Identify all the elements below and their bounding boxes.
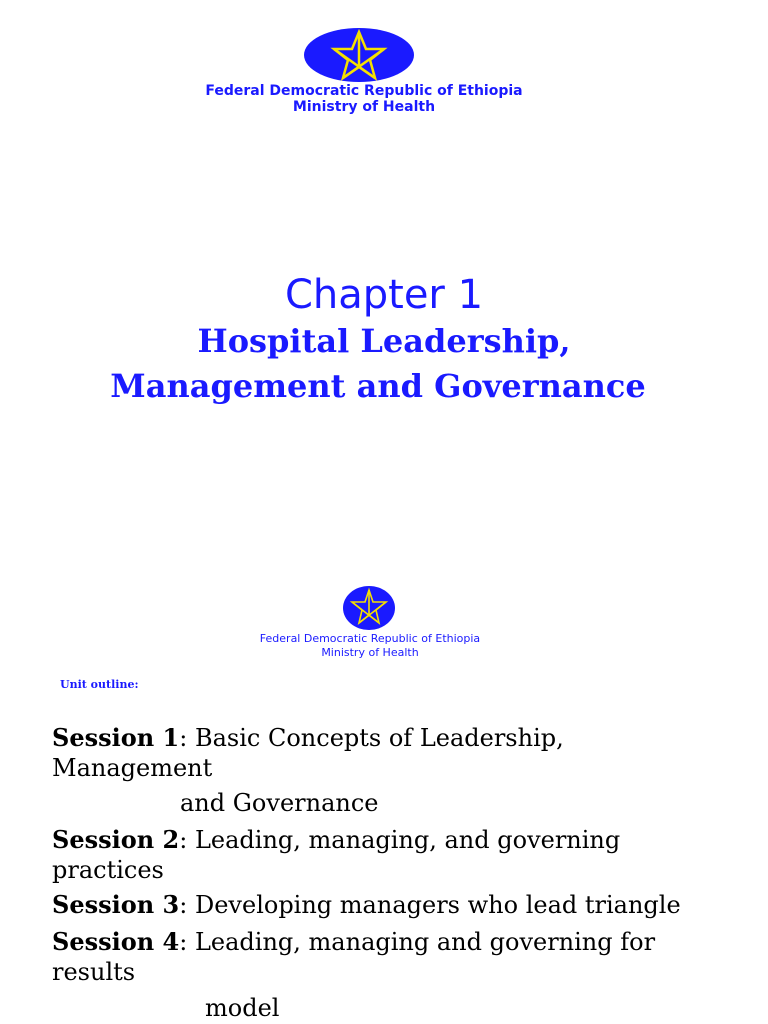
session-2-label: Session 2: [52, 825, 180, 854]
session-3-text: : Developing managers who lead triangle: [179, 891, 681, 919]
session-1: [52, 723, 652, 783]
session-4-continuation: model: [205, 994, 280, 1022]
session-3: [52, 890, 762, 920]
header-ministry-name: Ministry of Health: [292, 99, 436, 115]
second-header-ministry-name: Ministry of Health: [321, 646, 419, 659]
star-emblem-icon: [303, 27, 415, 83]
session-1-text: : Basic Concepts of Leadership, Management: [52, 724, 564, 782]
ethiopia-emblem-small: [342, 585, 396, 631]
session-2: [52, 825, 692, 885]
session-4: [52, 927, 732, 987]
chapter-subtitle-line1: Hospital Leadership,: [197, 322, 571, 360]
chapter-title: Chapter 1: [284, 272, 484, 318]
session-4-label: Session 4: [52, 927, 180, 956]
session-2-text: : Leading, managing, and governing practices: [52, 826, 621, 884]
unit-outline-label: Unit outline:: [60, 678, 139, 691]
ethiopia-emblem-top: [303, 27, 415, 83]
star-emblem-icon: [342, 585, 396, 631]
header-country-name: Federal Democratic Republic of Ethiopia: [205, 83, 523, 99]
chapter-subtitle-line2: Management and Governance: [110, 367, 646, 405]
session-3-label: Session 3: [52, 890, 180, 919]
session-1-continuation: and Governance: [180, 789, 379, 817]
session-1-label: Session 1: [52, 723, 180, 752]
session-4-text: : Leading, managing and governing for results: [52, 928, 656, 986]
second-header-country-name: Federal Democratic Republic of Ethiopia: [259, 632, 481, 645]
